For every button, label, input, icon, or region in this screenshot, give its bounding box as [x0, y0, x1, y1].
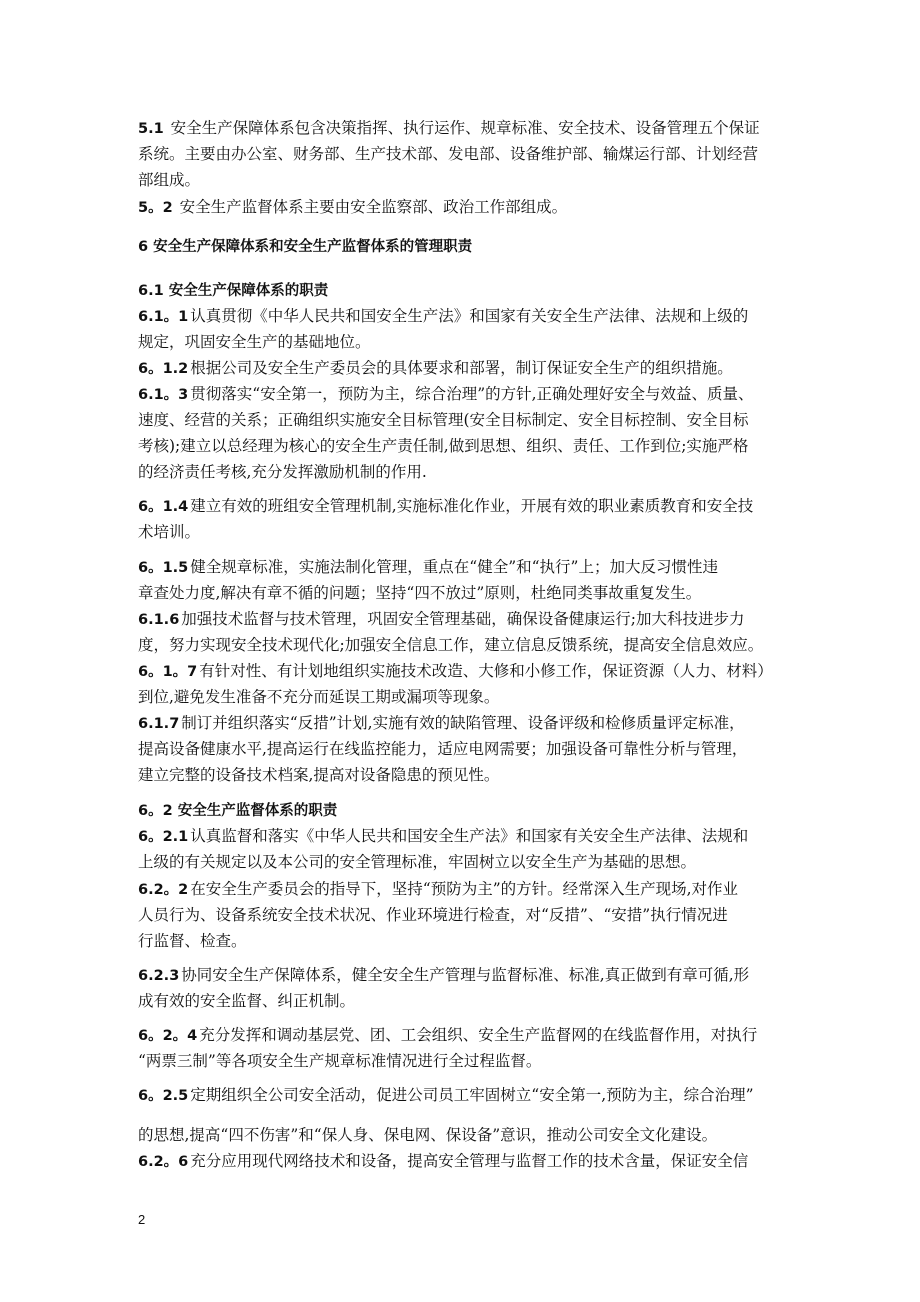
clause-text: 安全生产监督体系主要由安全监察部、政治工作部组成。	[174, 198, 568, 216]
clause-text: 根据公司及安全生产委员会的具体要求和部署，制订保证安全生产的组织措施。	[190, 359, 733, 377]
page-number: 2	[138, 1212, 146, 1227]
continuation-line	[138, 410, 749, 430]
continuation-line	[138, 462, 427, 482]
clause-line	[138, 826, 748, 847]
continuation-line	[138, 1051, 541, 1071]
clause-number: 6.1.6	[138, 612, 180, 628]
clause-text: 提高设备健康水平,提高运行在线监控能力，适应电网需要；加强设备可靠性分析与管理，	[138, 740, 748, 758]
heading-text: 6。2 安全生产监督体系的职责	[138, 803, 338, 819]
continuation-line	[138, 1125, 717, 1145]
clause-number: 6.1。1	[138, 309, 189, 325]
continuation-line	[138, 687, 499, 707]
clause-number: 6。1.5	[138, 560, 189, 576]
clause-line	[138, 1025, 757, 1046]
clause-line	[138, 1151, 748, 1172]
continuation-line	[138, 905, 728, 925]
clause-number: 6.2。6	[138, 1154, 189, 1170]
clause-number: 6。2。4	[138, 1028, 198, 1044]
clause-text: 有针对性、有计划地组织实施技术改造、大修和小修工作，保证资源（人力、材料）	[199, 662, 773, 680]
continuation-line	[138, 991, 355, 1011]
clause-line	[138, 197, 567, 218]
continuation-line	[138, 739, 747, 759]
clause-text: 成有效的安全监督、纠正机制。	[138, 992, 356, 1010]
clause-line	[138, 1085, 754, 1106]
clause-text: 度，努力实现安全技术现代化;加强安全信息工作，建立信息反馈系统，提高安全信息效应。	[138, 636, 764, 654]
clause-text: 认真贯彻《中华人民共和国安全生产法》和国家有关安全生产法律、法规和上级的	[190, 307, 749, 325]
clause-text: 建立完整的设备技术档案,提高对设备隐患的预见性。	[138, 766, 500, 784]
continuation-line	[138, 635, 763, 655]
clause-line	[138, 496, 753, 517]
clause-text: 的思想,提高“四不伤害”和“保人身、保电网、保设备”意识，推动公司安全文化建设。	[138, 1126, 718, 1144]
continuation-line	[138, 170, 200, 190]
clause-number: 6。1。7	[138, 664, 198, 680]
clause-text: 协同安全生产保障体系，健全安全生产管理与监督标准、标准,真正做到有章可循,形	[181, 966, 750, 984]
clause-text: 上级的有关规定以及本公司的安全管理标准，牢固树立以安全生产为基础的思想。	[138, 853, 697, 871]
clause-number: 6。1.4	[138, 499, 189, 515]
clause-text: 定期组织全公司安全活动，促进公司员工牢固树立“安全第一,预防为主，综合治理”	[190, 1086, 754, 1104]
heading-text: 6 安全生产保障体系和安全生产监督体系的管理职责	[138, 239, 473, 255]
clause-number: 6。1.2	[138, 361, 189, 377]
clause-text: 制订并组织落实“反措”计划,实施有效的缺陷管理、设备评级和检修质量评定标准，	[181, 714, 745, 732]
clause-number: 6.2。2	[138, 882, 189, 898]
clause-text: 充分应用现代网络技术和设备，提高安全管理与监督工作的技术含量，保证安全信	[190, 1152, 749, 1170]
clause-text: “两票三制”等各项安全生产规章标准情况进行全过程监督。	[138, 1052, 542, 1070]
clause-text: 行监督、检查。	[138, 932, 247, 950]
heading-text: 6.1 安全生产保障体系的职责	[138, 283, 329, 299]
clause-text: 系统。主要由办公室、财务部、生产技术部、发电部、设备维护部、输煤运行部、计划经营	[138, 145, 759, 163]
clause-text: 的经济责任考核,充分发挥激励机制的作用.	[138, 463, 427, 481]
clause-number: 6。2.5	[138, 1088, 189, 1104]
continuation-line	[138, 583, 701, 603]
clause-line	[138, 713, 745, 734]
clause-text: 速度、经营的关系；正确组织实施安全目标管理(安全目标制定、安全目标控制、安全目标	[138, 411, 749, 429]
clause-line	[138, 557, 718, 578]
continuation-line	[138, 332, 371, 352]
clause-number: 6.2.3	[138, 968, 180, 984]
continuation-line	[138, 144, 758, 164]
continuation-line	[138, 852, 696, 872]
section-heading	[138, 800, 337, 821]
clause-number: 6。2.1	[138, 829, 189, 845]
clause-text: 部组成。	[138, 171, 201, 189]
clause-line	[138, 384, 754, 405]
clause-text: 健全规章标准，实施法制化管理，重点在“健全”和“执行”上；加大反习惯性违	[190, 558, 718, 576]
clause-line	[138, 661, 773, 682]
clause-text: 规定，巩固安全生产的基础地位。	[138, 333, 371, 351]
section-heading	[138, 280, 328, 301]
clause-text: 人员行为、设备系统安全技术状况、作业环境进行检查，对“反措”、“安措”执行情况进	[138, 906, 728, 924]
clause-line	[138, 879, 738, 900]
clause-text: 考核);建立以总经理为核心的安全生产责任制,做到思想、组织、责任、工作到位;实施严格	[138, 437, 749, 455]
continuation-line	[138, 931, 247, 951]
clause-text: 术培训。	[138, 523, 201, 541]
clause-line	[138, 965, 749, 986]
clause-number: 5。2	[138, 200, 173, 216]
clause-text: 建立有效的班组安全管理机制,实施标准化作业，开展有效的职业素质教育和安全技	[190, 497, 754, 515]
clause-text: 到位,避免发生准备不充分而延误工期或漏项等现象。	[138, 688, 500, 706]
clause-text: 充分发挥和调动基层党、团、工会组织、安全生产监督网的在线监督作用，对执行	[199, 1026, 758, 1044]
clause-text: 贯彻落实“安全第一，预防为主，综合治理”的方针,正确处理好安全与效益、质量、	[190, 385, 754, 403]
clause-text: 章查处力度,解决有章不循的问题；坚持“四不放过”原则，杜绝同类事故重复发生。	[138, 584, 702, 602]
clause-text: 加强技术监督与技术管理，巩固安全管理基础，确保设备健康运行;加大科技进步力	[181, 610, 745, 628]
clause-line	[138, 358, 733, 379]
clause-number: 6.1。3	[138, 387, 189, 403]
clause-line	[138, 118, 760, 139]
continuation-line	[138, 522, 200, 542]
clause-text: 认真监督和落实《中华人民共和国安全生产法》和国家有关安全生产法律、法规和	[190, 827, 749, 845]
section-heading	[138, 236, 472, 257]
clause-text: 安全生产保障体系包含决策指挥、执行运作、规章标准、安全技术、设备管理五个保证	[165, 119, 760, 137]
clause-number: 6.1.7	[138, 716, 180, 732]
continuation-line	[138, 765, 499, 785]
clause-text: 在安全生产委员会的指导下，坚持“预防为主”的方针。经常深入生产现场,对作业	[190, 880, 739, 898]
continuation-line	[138, 436, 748, 456]
clause-line	[138, 306, 748, 327]
clause-number: 5.1	[138, 121, 164, 137]
clause-line	[138, 609, 745, 630]
